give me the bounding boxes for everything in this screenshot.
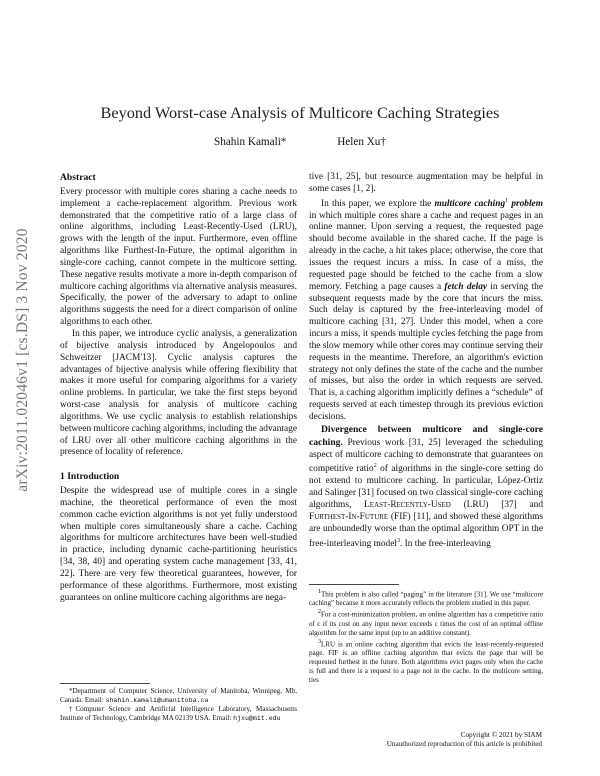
term-fetch-delay: fetch delay: [444, 281, 488, 292]
abstract-heading: Abstract: [60, 172, 96, 183]
left-footnotes: [60, 683, 297, 723]
author-xu: Helen Xu†: [337, 136, 386, 148]
footnote-affiliation-xu: †Computer Science and Artificial Intelligence Laboratory, Massachusetts Institute of Technology, Cambridge MA 02139 USA. Email: hjxu@mit.edu: [60, 705, 297, 722]
term-multicore-caching: multicore caching: [434, 198, 506, 209]
abstract-paragraph-1: Every processor with multiple cores sharing a cache needs to implement a cache-replacement algorithm. Previous work demonstrated that the competitive ratio of a large class of online algorithms, including Least-Recently-Used (LRU), grows with the length of the input. Furthermore, even offline algorithms like Furthest-In-Future, the optimal algorithm in single-core caching, cannot compete in the multicore setting. These negative results motivate a more in-depth comparison of multicore caching algorithms via alternative analysis measures. Specifically, the power of the adversary to adapt to online algorithms suggests the need for a direct comparison of online algorithms to each other.: [60, 186, 297, 328]
footnote-3: $^3$LRU is an online caching algorithm that evicts the least-recently-requested page. FIF is an offline caching algorithm that evicts the page that will be requested furthest in the future. Both algorithms evict pages only when the cache is full and there is a request to a page not in the cache. In the multicore setting, ties: [309, 638, 543, 685]
left-column: [60, 172, 297, 605]
footnote-1: $^1$This problem is also called “paging” in the literature [31]. We use “multicore caching” because it more accurately reflects the problem studied in this paper.: [309, 589, 543, 608]
copyright-notice: [387, 731, 542, 749]
author-list: [0, 136, 600, 148]
introduction-heading: 1 Introduction: [60, 471, 120, 483]
email-kamali[interactable]: shahin.kamali@umanitoba.ca: [105, 697, 209, 704]
reproduction-notice: Unauthorized reproduction of this article is prohibited: [386, 740, 542, 748]
arxiv-sidebar: [4, 190, 42, 530]
footnote-rule: [60, 683, 150, 684]
right-column: [309, 172, 543, 550]
footnote-affiliation-kamali: *Department of Computer Science, University of Manitoba, Winnipeg, Mb, Canada. Email: shahin.kamali@umanitoba.ca: [60, 687, 297, 704]
intro-paragraph-2: In this paper, we explore the multicore caching$^1$ problem in which multiple cores share a cache and request pages in an online manner. Upon serving a request, the requested page should become available in the shared cache. If the page is already in the cache, a hit takes place; otherwise, the core that issues the request incurs a miss. In case of a miss, the requested page should be fetched to the cache from a slow memory. Fetching a page causes a fetch delay in serving the subsequent requests made by the core that incurs the miss. Such delay is captured by the free-interleaving model of multicore caching [31, 27]. Under this model, when a core incurs a miss, it spends multiple cycles fetching the page from the slow memory while other cores may continue serving their requests in the meantime. Therefore, an algorithm's eviction strategy not only defines the state of the cache and the number of misses, but also the order in which requests are served. That is, a caching algorithm implicitly defines a “schedule” of requests served at each timestep through its previous eviction decisions.: [309, 197, 543, 422]
copyright-line: Copyright © 2021 by SIAM: [460, 731, 542, 739]
intro-paragraph-3: Divergence between multicore and single-core caching. Previous work [31, 25] leveraged the scheduling aspect of multicore caching to demonstrate that guarantees on competitive ratio$^2$ of algorithms in the single-core setting do not extend to multicore caching. In particular, López-Ortiz and Salinger [31] focused on two classical single-core caching algorithms, Least-Recently-Used (LRU) [37] and Furthest-In-Future (FIF) [11], and showed these algorithms are unboundedly worse than the optimal algorithm OPT in the free-interleaving model$^3$. In the free-interleaving: [309, 423, 543, 549]
author-kamali: Shahin Kamali*: [214, 136, 287, 148]
intro-paragraph-1: Despite the widespread use of multiple cores in a single machine, the theoretical performance of even the most common cache eviction algorithms is not yet fully understood when multiple cores simultaneously share a cache. Caching algorithms for multicore architectures have been well-studied in practice, including dynamic cache-partitioning heuristics [34, 38, 40] and operating system cache management [33, 41, 22]. There are very few theoretical guarantees, however, for performance of these algorithms. Furthermore, most existing guarantees on online multicore caching algorithms are nega-: [60, 486, 297, 603]
divergence-heading: Divergence between multicore and single-core caching.: [309, 423, 543, 448]
email-xu[interactable]: hjxu@mit.edu: [233, 715, 281, 722]
intro-continued: tive [31, 25], but resource augmentation may be helpful in some cases [1, 2].: [309, 172, 543, 194]
arxiv-identifier: arXiv:2011.02046v1 [cs.DS] 3 Nov 2020: [14, 228, 31, 492]
paper-title: Beyond Worst-case Analysis of Multicore Caching Strategies: [100, 103, 500, 122]
abstract-paragraph-2: In this paper, we introduce cyclic analysis, a generalization of bijective analysis introduced by Angelopoulos and Schweitzer [JACM'13]. Cyclic analysis captures the advantages of bijective analysis while offering flexibility that makes it more useful for comparing algorithms for a variety online problems. In particular, we take the first steps beyond worst-case analysis for analysis of multicore caching algorithms. We use cyclic analysis to establish relationships between multicore caching algorithms, including the advantage of LRU over all other multicore caching algorithms in the presence of locality of reference.: [60, 328, 297, 458]
footnote-2: $^2$For a cost-minimization problem, an online algorithm has a competitive ratio of c if its cost on any input never exceeds c times the cost of an optimal offline algorithm for the same input (up to an additive constant).: [309, 609, 543, 637]
right-footnotes: [309, 584, 543, 685]
